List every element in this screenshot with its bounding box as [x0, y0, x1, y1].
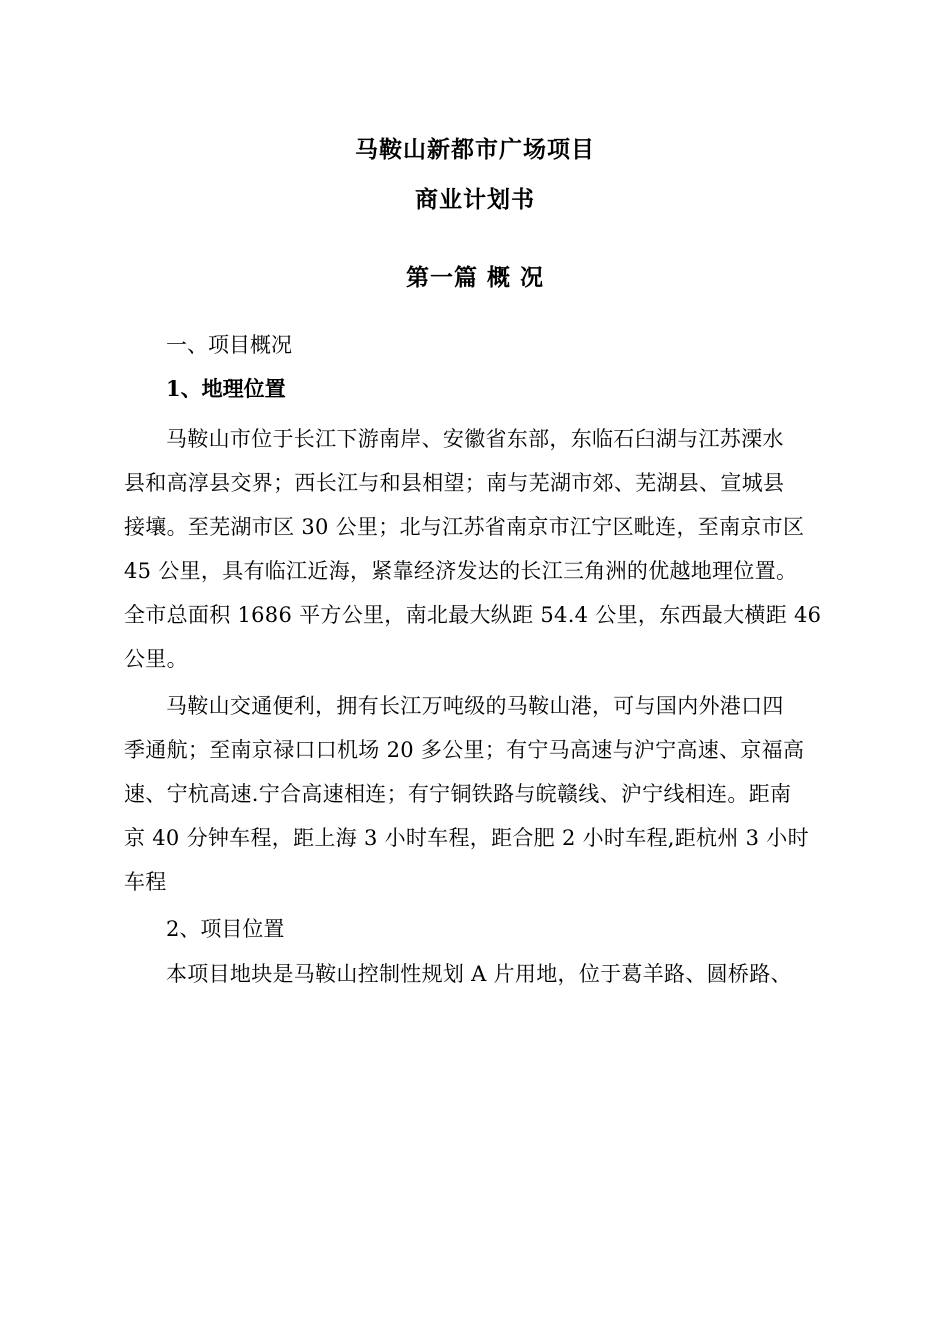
paragraph-line: 县和高淳县交界；西长江与和县相望；南与芜湖市郊、芜湖县、宣城县	[124, 471, 785, 495]
chapter-heading: 第一篇 概 况	[405, 265, 544, 291]
paragraph-line: 公里。	[124, 647, 188, 671]
subheading-project-location: 2、项目位置	[166, 917, 285, 941]
paragraph-line: 季通航；至南京禄口口机场 20 多公里；有宁马高速与沪宁高速、京福高	[124, 738, 805, 762]
paragraph-line: 接壤。至芜湖市区 30 公里；北与江苏省南京市江宁区毗连，至南京市区	[124, 515, 805, 539]
paragraph-line: 京 40 分钟车程，距上海 3 小时车程，距合肥 2 小时车程,距杭州 3 小时	[124, 826, 809, 850]
paragraph-line: 马鞍山交通便利，拥有长江万吨级的马鞍山港，可与国内外港口四	[166, 694, 784, 718]
paragraph-line: 马鞍山市位于长江下游南岸、安徽省东部，东临石臼湖与江苏溧水	[166, 427, 784, 451]
paragraph-line: 全市总面积 1686 平方公里，南北最大纵距 54.4 公里，东西最大横距 46	[124, 603, 822, 627]
document-subtitle: 商业计划书	[415, 187, 535, 213]
paragraph-line: 本项目地块是马鞍山控制性规划 A 片用地，位于葛羊路、圆桥路、	[166, 962, 792, 986]
paragraph-line: 速、宁杭高速.宁合高速相连；有宁铜铁路与皖赣线、沪宁线相连。距南	[124, 782, 792, 806]
document-title: 马鞍山新都市广场项目	[355, 137, 595, 163]
section-heading-overview: 一、项目概况	[166, 333, 292, 357]
paragraph-line: 45 公里，具有临江近海，紧靠经济发达的长江三角洲的优越地理位置。	[124, 559, 798, 583]
paragraph-line: 车程	[124, 870, 167, 894]
subheading-geographic-location: 1、地理位置	[166, 376, 286, 401]
